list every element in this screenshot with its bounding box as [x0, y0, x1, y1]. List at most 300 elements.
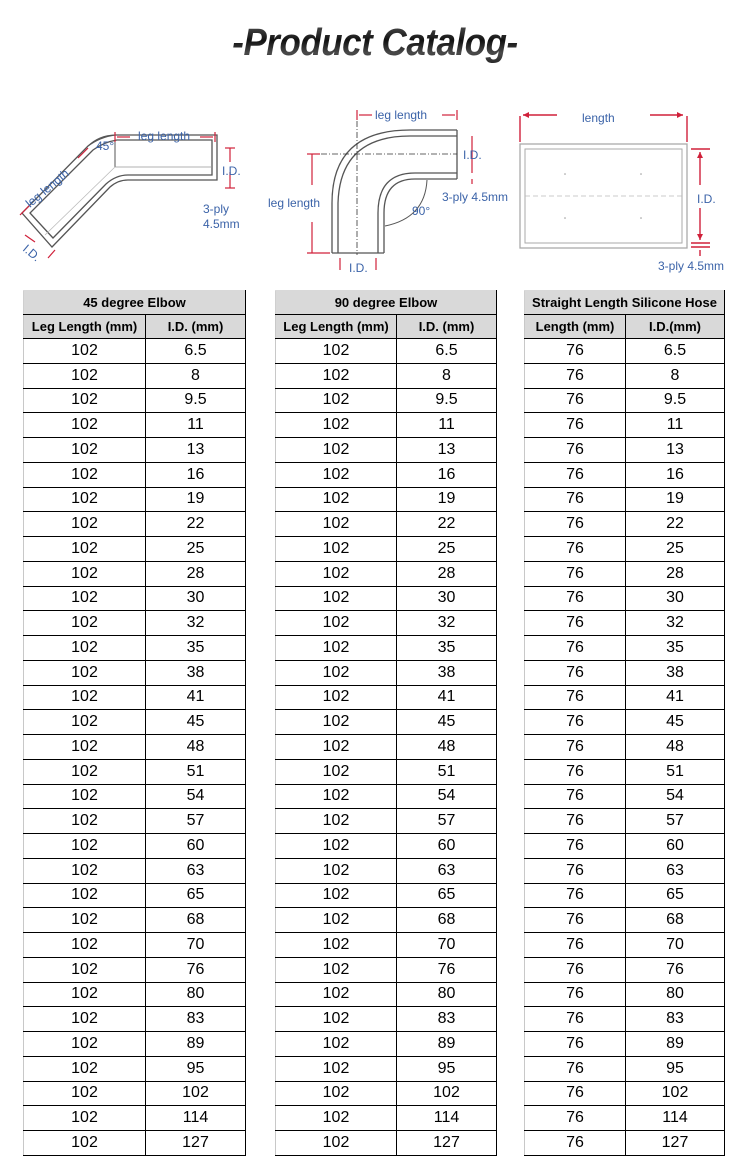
length-cell: 102: [276, 561, 397, 586]
id-cell: 83: [397, 1007, 497, 1032]
id-cell: 22: [146, 512, 246, 537]
id-cell: 51: [397, 759, 497, 784]
length-cell: 102: [24, 982, 146, 1007]
length-cell: 102: [24, 339, 146, 364]
length-cell: 76: [525, 858, 626, 883]
id-cell: 19: [146, 487, 246, 512]
table-row: [525, 413, 725, 438]
table-row: [525, 561, 725, 586]
id-cell: 25: [397, 537, 497, 562]
table-row: [525, 710, 725, 735]
length-cell: 102: [276, 1056, 397, 1081]
table-row: [24, 1131, 246, 1156]
id-cell: 60: [626, 834, 725, 859]
table-row: [525, 586, 725, 611]
length-cell: 102: [24, 710, 146, 735]
length-cell: 76: [525, 660, 626, 685]
id-cell: 76: [397, 957, 497, 982]
length-cell: 76: [525, 710, 626, 735]
table-row: [276, 636, 497, 661]
table-row: [24, 982, 246, 1007]
length-cell: 102: [24, 462, 146, 487]
table-row: [276, 1081, 497, 1106]
table-row: [276, 710, 497, 735]
id-cell: 127: [146, 1131, 246, 1156]
id-cell: 8: [397, 363, 497, 388]
length-cell: 102: [24, 1081, 146, 1106]
table-row: [24, 586, 246, 611]
page-title: -Product Catalog-: [30, 18, 720, 68]
table-row: [24, 660, 246, 685]
id-cell: 9.5: [397, 388, 497, 413]
elbow90-ply-label: 3-ply 4.5mm: [442, 190, 509, 204]
id-cell: 22: [626, 512, 725, 537]
id-cell: 28: [397, 561, 497, 586]
id-cell: 63: [146, 858, 246, 883]
length-cell: 76: [525, 1131, 626, 1156]
id-cell: 22: [397, 512, 497, 537]
id-cell: 28: [626, 561, 725, 586]
length-cell: 102: [276, 858, 397, 883]
id-cell: 35: [397, 636, 497, 661]
id-cell: 6.5: [626, 339, 725, 364]
id-cell: 68: [146, 908, 246, 933]
table-row: [24, 462, 246, 487]
length-cell: 102: [24, 636, 146, 661]
table-row: [276, 685, 497, 710]
table-row: [24, 438, 246, 463]
table-row: [525, 809, 725, 834]
id-cell: 41: [626, 685, 725, 710]
length-cell: 102: [24, 685, 146, 710]
table-row: [525, 784, 725, 809]
id-cell: 11: [146, 413, 246, 438]
length-cell: 102: [24, 1131, 146, 1156]
elbow-45-diagram: [0, 110, 260, 280]
length-cell: 102: [276, 908, 397, 933]
id-cell: 68: [626, 908, 725, 933]
id-cell: 45: [626, 710, 725, 735]
length-cell: 102: [276, 487, 397, 512]
length-cell: 102: [276, 438, 397, 463]
table-row: [525, 685, 725, 710]
table-row: [525, 462, 725, 487]
table-row: [24, 809, 246, 834]
table-row: [24, 636, 246, 661]
id-cell: 45: [146, 710, 246, 735]
table-row: [276, 438, 497, 463]
table-row: [24, 363, 246, 388]
id-cell: 8: [146, 363, 246, 388]
table-row: [276, 908, 497, 933]
elbow-90-table: [275, 290, 497, 1156]
id-cell: 45: [397, 710, 497, 735]
id-cell: 54: [626, 784, 725, 809]
length-cell: 76: [525, 512, 626, 537]
length-cell: 102: [24, 735, 146, 760]
id-cell: 8: [626, 363, 725, 388]
table-row: [24, 1007, 246, 1032]
table-row: [276, 883, 497, 908]
length-cell: 76: [525, 982, 626, 1007]
length-cell: 76: [525, 537, 626, 562]
length-cell: 102: [24, 438, 146, 463]
table-row: [276, 611, 497, 636]
table-row: [24, 1106, 246, 1131]
table-row: [24, 487, 246, 512]
length-cell: 102: [276, 363, 397, 388]
length-cell: 76: [525, 586, 626, 611]
table-row: [24, 710, 246, 735]
length-cell: 76: [525, 735, 626, 760]
length-cell: 76: [525, 759, 626, 784]
id-cell: 127: [397, 1131, 497, 1156]
length-cell: 102: [24, 512, 146, 537]
id-cell: 76: [626, 957, 725, 982]
id-cell: 11: [626, 413, 725, 438]
length-cell: 102: [24, 957, 146, 982]
table-row: [24, 388, 246, 413]
id-cell: 80: [397, 982, 497, 1007]
table-row: [276, 512, 497, 537]
id-cell: 70: [146, 933, 246, 958]
table-row: [276, 1056, 497, 1081]
length-cell: 102: [24, 1032, 146, 1057]
table-row: [525, 636, 725, 661]
id-cell: 48: [626, 735, 725, 760]
id-cell: 54: [146, 784, 246, 809]
id-cell: 83: [626, 1007, 725, 1032]
table-row: [276, 388, 497, 413]
elbow-90-diagram: [260, 100, 510, 280]
table-row: [24, 537, 246, 562]
id-cell: 30: [146, 586, 246, 611]
id-cell: 16: [146, 462, 246, 487]
table-row: [24, 1056, 246, 1081]
id-cell: 19: [626, 487, 725, 512]
length-cell: 102: [276, 685, 397, 710]
table-row: [276, 1106, 497, 1131]
length-cell: 102: [276, 982, 397, 1007]
length-cell: 102: [24, 586, 146, 611]
length-cell: 76: [525, 462, 626, 487]
id-cell: 65: [146, 883, 246, 908]
length-cell: 102: [276, 1131, 397, 1156]
length-cell: 102: [276, 413, 397, 438]
table-row: [525, 908, 725, 933]
length-cell: 76: [525, 1032, 626, 1057]
straight-id-label: I.D.: [697, 192, 716, 206]
length-cell: 76: [525, 561, 626, 586]
length-cell: 102: [24, 1007, 146, 1032]
id-cell: 102: [397, 1081, 497, 1106]
table-row: [276, 858, 497, 883]
length-cell: 102: [276, 784, 397, 809]
table-row: [24, 413, 246, 438]
column-header-id: I.D.(mm): [626, 315, 725, 339]
table-row: [276, 363, 497, 388]
id-cell: 57: [626, 809, 725, 834]
length-cell: 76: [525, 685, 626, 710]
id-cell: 80: [626, 982, 725, 1007]
id-cell: 19: [397, 487, 497, 512]
elbow45-id-bottom-label: I.D.: [20, 241, 44, 265]
table-row: [276, 834, 497, 859]
table-row: [24, 611, 246, 636]
length-cell: 76: [525, 487, 626, 512]
length-cell: 76: [525, 908, 626, 933]
length-cell: 102: [276, 512, 397, 537]
length-cell: 102: [24, 784, 146, 809]
length-cell: 76: [525, 784, 626, 809]
length-cell: 76: [525, 339, 626, 364]
length-cell: 102: [276, 586, 397, 611]
length-cell: 102: [276, 735, 397, 760]
table-row: [276, 735, 497, 760]
table-row: [525, 388, 725, 413]
elbow90-id-bottom-label: I.D.: [349, 261, 368, 275]
id-cell: 9.5: [146, 388, 246, 413]
id-cell: 95: [397, 1056, 497, 1081]
column-header-length: Length (mm): [525, 315, 626, 339]
length-cell: 76: [525, 1081, 626, 1106]
table-row: [525, 933, 725, 958]
length-cell: 102: [24, 363, 146, 388]
table-row: [525, 759, 725, 784]
length-cell: 102: [24, 858, 146, 883]
table-row: [24, 957, 246, 982]
id-cell: 51: [146, 759, 246, 784]
length-cell: 102: [24, 908, 146, 933]
table-row: [525, 735, 725, 760]
table-row: [24, 1032, 246, 1057]
table-row: [24, 512, 246, 537]
elbow90-angle-label: 90°: [412, 204, 431, 218]
table-row: [276, 784, 497, 809]
length-cell: 76: [525, 438, 626, 463]
column-header-leg-length: Leg Length (mm): [24, 315, 146, 339]
table-row: [525, 339, 725, 364]
table-row: [24, 339, 246, 364]
length-cell: 102: [276, 834, 397, 859]
id-cell: 38: [626, 660, 725, 685]
table-row: [276, 413, 497, 438]
straight-hose-diagram: [505, 100, 750, 280]
table-row: [525, 537, 725, 562]
id-cell: 89: [146, 1032, 246, 1057]
id-cell: 13: [626, 438, 725, 463]
id-cell: 60: [146, 834, 246, 859]
id-cell: 6.5: [146, 339, 246, 364]
id-cell: 13: [146, 438, 246, 463]
length-cell: 102: [276, 611, 397, 636]
straight-hose-table: [524, 290, 725, 1156]
table-row: [24, 1081, 246, 1106]
length-cell: 76: [525, 388, 626, 413]
table-row: [525, 611, 725, 636]
id-cell: 70: [626, 933, 725, 958]
length-cell: 76: [525, 834, 626, 859]
length-cell: 102: [276, 1106, 397, 1131]
id-cell: 32: [397, 611, 497, 636]
table-row: [276, 487, 497, 512]
length-cell: 76: [525, 1056, 626, 1081]
table-row: [525, 1032, 725, 1057]
id-cell: 25: [626, 537, 725, 562]
table-row: [24, 933, 246, 958]
length-cell: 102: [276, 1081, 397, 1106]
table-row: [276, 537, 497, 562]
id-cell: 28: [146, 561, 246, 586]
length-cell: 76: [525, 1007, 626, 1032]
id-cell: 89: [626, 1032, 725, 1057]
length-cell: 76: [525, 363, 626, 388]
id-cell: 35: [626, 636, 725, 661]
table-row: [525, 438, 725, 463]
length-cell: 76: [525, 809, 626, 834]
id-cell: 102: [146, 1081, 246, 1106]
length-cell: 76: [525, 933, 626, 958]
length-cell: 102: [276, 660, 397, 685]
id-cell: 9.5: [626, 388, 725, 413]
elbow45-id-right-label: I.D.: [222, 164, 241, 178]
table-row: [525, 1056, 725, 1081]
length-cell: 102: [276, 933, 397, 958]
id-cell: 48: [397, 735, 497, 760]
straight-length-label: length: [582, 111, 615, 125]
id-cell: 16: [626, 462, 725, 487]
table-row: [525, 512, 725, 537]
id-cell: 16: [397, 462, 497, 487]
id-cell: 32: [146, 611, 246, 636]
length-cell: 102: [276, 710, 397, 735]
length-cell: 102: [276, 883, 397, 908]
id-cell: 68: [397, 908, 497, 933]
id-cell: 60: [397, 834, 497, 859]
table-row: [276, 759, 497, 784]
id-cell: 95: [146, 1056, 246, 1081]
table-row: [525, 858, 725, 883]
id-cell: 57: [146, 809, 246, 834]
id-cell: 41: [397, 685, 497, 710]
table-title: 45 degree Elbow: [24, 291, 246, 315]
id-cell: 30: [626, 586, 725, 611]
id-cell: 95: [626, 1056, 725, 1081]
id-cell: 114: [146, 1106, 246, 1131]
table-row: [525, 957, 725, 982]
table-row: [525, 1081, 725, 1106]
length-cell: 102: [24, 660, 146, 685]
length-cell: 76: [525, 413, 626, 438]
id-cell: 38: [397, 660, 497, 685]
length-cell: 102: [24, 834, 146, 859]
length-cell: 102: [24, 537, 146, 562]
id-cell: 65: [626, 883, 725, 908]
straight-ply-label: 3-ply 4.5mm: [658, 259, 725, 273]
length-cell: 76: [525, 883, 626, 908]
length-cell: 76: [525, 611, 626, 636]
table-row: [24, 784, 246, 809]
length-cell: 102: [24, 413, 146, 438]
id-cell: 30: [397, 586, 497, 611]
table-row: [525, 834, 725, 859]
elbow-45-table: [23, 290, 246, 1156]
id-cell: 114: [626, 1106, 725, 1131]
id-cell: 13: [397, 438, 497, 463]
elbow90-id-right-label: I.D.: [463, 148, 482, 162]
table-row: [276, 339, 497, 364]
table-row: [525, 1106, 725, 1131]
length-cell: 76: [525, 957, 626, 982]
table-row: [276, 660, 497, 685]
table-row: [276, 1032, 497, 1057]
table-row: [525, 1007, 725, 1032]
table-row: [525, 1131, 725, 1156]
length-cell: 102: [24, 809, 146, 834]
length-cell: 102: [276, 537, 397, 562]
elbow90-leg-length-side-label: leg length: [268, 196, 321, 210]
table-title: 90 degree Elbow: [276, 291, 497, 315]
table-row: [24, 735, 246, 760]
id-cell: 25: [146, 537, 246, 562]
column-header-id: I.D. (mm): [146, 315, 246, 339]
length-cell: 76: [525, 636, 626, 661]
id-cell: 127: [626, 1131, 725, 1156]
elbow45-leg-length-side-label: leg length: [22, 166, 72, 211]
id-cell: 35: [146, 636, 246, 661]
id-cell: 63: [626, 858, 725, 883]
table-row: [276, 1007, 497, 1032]
id-cell: 41: [146, 685, 246, 710]
elbow45-ply-label-2: 4.5mm: [203, 217, 240, 231]
id-cell: 48: [146, 735, 246, 760]
length-cell: 102: [276, 957, 397, 982]
length-cell: 102: [276, 636, 397, 661]
table-row: [276, 982, 497, 1007]
table-row: [276, 933, 497, 958]
id-cell: 80: [146, 982, 246, 1007]
length-cell: 102: [276, 1007, 397, 1032]
id-cell: 65: [397, 883, 497, 908]
length-cell: 102: [24, 759, 146, 784]
length-cell: 102: [276, 339, 397, 364]
length-cell: 102: [24, 388, 146, 413]
id-cell: 89: [397, 1032, 497, 1057]
elbow45-angle-label: 45°: [96, 139, 115, 153]
table-row: [525, 982, 725, 1007]
id-cell: 63: [397, 858, 497, 883]
table-row: [525, 487, 725, 512]
table-row: [525, 883, 725, 908]
table-row: [525, 660, 725, 685]
length-cell: 102: [24, 487, 146, 512]
id-cell: 6.5: [397, 339, 497, 364]
length-cell: 76: [525, 1106, 626, 1131]
table-row: [276, 1131, 497, 1156]
length-cell: 102: [276, 1032, 397, 1057]
id-cell: 57: [397, 809, 497, 834]
id-cell: 38: [146, 660, 246, 685]
table-title: Straight Length Silicone Hose: [525, 291, 725, 315]
length-cell: 102: [276, 462, 397, 487]
table-row: [276, 809, 497, 834]
elbow45-leg-length-top-label: leg length: [138, 129, 191, 143]
id-cell: 51: [626, 759, 725, 784]
table-row: [276, 957, 497, 982]
table-row: [24, 685, 246, 710]
table-row: [24, 883, 246, 908]
table-row: [24, 561, 246, 586]
